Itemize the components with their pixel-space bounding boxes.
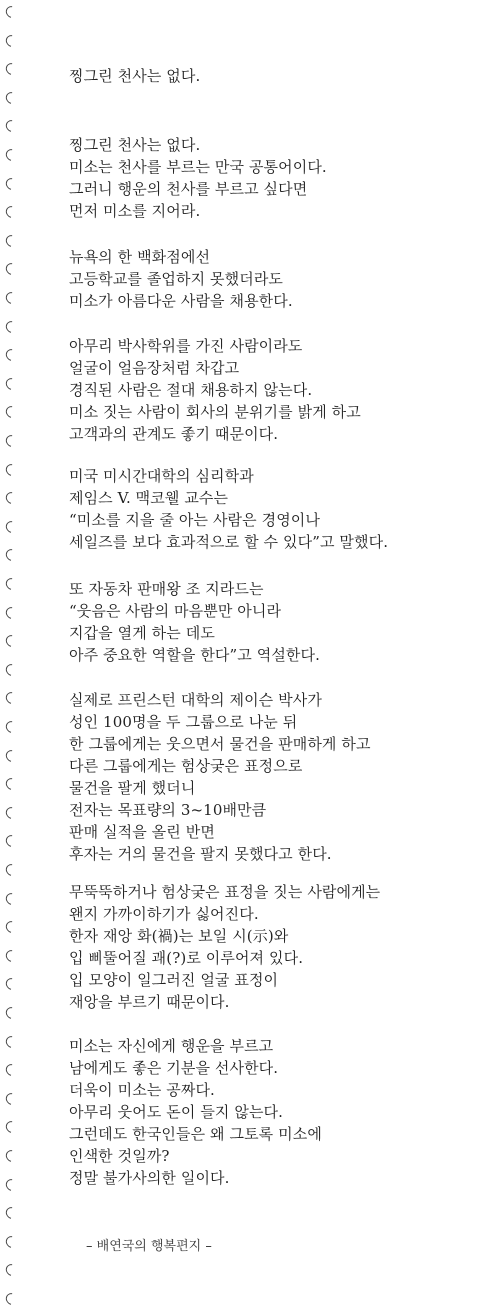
text-line: 얼굴이 얼음장처럼 차갑고 bbox=[69, 359, 240, 377]
text-line: 고등학교를 졸업하지 못했더라도 bbox=[69, 270, 283, 288]
ring-hole-icon bbox=[4, 776, 20, 792]
text-line: 후자는 거의 물건을 팔지 못했다고 한다. bbox=[69, 845, 332, 863]
ring-hole-icon bbox=[4, 1062, 20, 1078]
letter-signature: – 배연국의 행복편지 – bbox=[86, 1239, 212, 1254]
ring-hole-icon bbox=[4, 833, 20, 849]
ring-hole-icon bbox=[4, 347, 20, 363]
text-line: 아주 중요한 역할을 한다”고 역설한다. bbox=[69, 646, 320, 664]
text-line: 세일즈를 보다 효과적으로 할 수 있다”고 말했다. bbox=[69, 533, 389, 551]
text-line: 또 자동차 판매왕 조 지라드는 bbox=[69, 580, 264, 598]
text-line: 지갑을 열게 하는 데도 bbox=[69, 624, 215, 642]
ring-hole-icon bbox=[4, 204, 20, 220]
ring-hole-icon bbox=[4, 61, 20, 77]
ring-hole-icon bbox=[4, 919, 20, 935]
ring-hole-icon bbox=[4, 719, 20, 735]
text-line: 성인 100명을 두 그룹으로 나눈 뒤 bbox=[69, 713, 298, 731]
ring-hole-icon bbox=[4, 147, 20, 163]
ring-hole-icon bbox=[4, 605, 20, 621]
text-line: 뉴욕의 한 백화점에선 bbox=[69, 248, 211, 266]
ring-hole-icon bbox=[4, 176, 20, 192]
text-line: 판매 실적을 올린 반면 bbox=[69, 823, 215, 841]
ring-hole-icon bbox=[4, 1091, 20, 1107]
text-line: 고객과의 관계도 좋기 때문이다. bbox=[69, 425, 279, 443]
text-line: 더욱이 미소는 공짜다. bbox=[69, 1081, 215, 1099]
text-line: 입 모양이 일그러진 얼굴 표정이 bbox=[69, 971, 279, 989]
ring-hole-icon bbox=[4, 748, 20, 764]
ring-hole-icon bbox=[4, 90, 20, 106]
text-line: 아무리 박사학위를 가진 사람이라도 bbox=[69, 337, 303, 355]
ring-hole-icon bbox=[4, 547, 20, 563]
text-line: 미소 짓는 사람이 회사의 분위기를 밝게 하고 bbox=[69, 403, 361, 421]
ring-hole-icon bbox=[4, 1119, 20, 1135]
text-line: 먼저 미소를 지어라. bbox=[69, 202, 201, 220]
ring-hole-icon bbox=[4, 1148, 20, 1164]
ring-hole-icon bbox=[4, 290, 20, 306]
text-line: 한자 재앙 화(禍)는 보일 시(示)와 bbox=[69, 927, 289, 945]
text-line: 입 삐뚤어질 괘(?)로 이루어져 있다. bbox=[69, 949, 304, 967]
ring-hole-icon bbox=[4, 519, 20, 535]
text-line: 정말 불가사의한 일이다. bbox=[69, 1169, 230, 1187]
ring-hole-icon bbox=[4, 1205, 20, 1221]
text-line: 미소가 아름다운 사람을 채용한다. bbox=[69, 292, 293, 310]
text-line: 전자는 목표량의 3~10배만큼 bbox=[69, 801, 267, 819]
ring-hole-icon bbox=[4, 805, 20, 821]
ring-hole-icon bbox=[4, 891, 20, 907]
text-line: 경직된 사람은 절대 채용하지 않는다. bbox=[69, 381, 313, 399]
text-line: 물건을 팔게 했더니 bbox=[69, 779, 196, 797]
ring-hole-icon bbox=[4, 4, 20, 20]
ring-hole-icon bbox=[4, 662, 20, 678]
ring-hole-icon bbox=[4, 1291, 20, 1307]
text-line: 제임스 V. 맥코웰 교수는 bbox=[69, 489, 229, 507]
ring-hole-icon bbox=[4, 633, 20, 649]
text-line: 인색한 것일까? bbox=[69, 1147, 170, 1165]
text-line: 한 그룹에게는 웃으면서 물건을 판매하게 하고 bbox=[69, 735, 371, 753]
ring-hole-icon bbox=[4, 233, 20, 249]
text-line: 그러니 행운의 천사를 부르고 싶다면 bbox=[69, 180, 308, 198]
text-line: 찡그린 천사는 없다. bbox=[69, 136, 201, 154]
text-line: 미소는 자신에게 행운을 부르고 bbox=[69, 1037, 274, 1055]
ring-hole-icon bbox=[4, 33, 20, 49]
ring-hole-icon bbox=[4, 948, 20, 964]
text-line: “미소를 지을 줄 아는 사람은 경영이나 bbox=[69, 511, 320, 529]
text-line: 재앙을 부르기 때문이다. bbox=[69, 993, 230, 1011]
ring-hole-icon bbox=[4, 376, 20, 392]
ring-hole-icon bbox=[4, 462, 20, 478]
letter-title: 찡그린 천사는 없다. bbox=[69, 67, 201, 85]
ring-hole-icon bbox=[4, 1234, 20, 1250]
ring-hole-icon bbox=[4, 1034, 20, 1050]
text-line: 미국 미시간대학의 심리학과 bbox=[69, 467, 254, 485]
text-line: 무뚝뚝하거나 험상궂은 표정을 짓는 사람에게는 bbox=[69, 883, 381, 901]
text-line: 다른 그룹에게는 험상궂은 표정으로 bbox=[69, 757, 303, 775]
text-line: 실제로 프린스턴 대학의 제이슨 박사가 bbox=[69, 691, 322, 709]
ring-hole-icon bbox=[4, 976, 20, 992]
ring-hole-icon bbox=[4, 261, 20, 277]
text-line: 그런데도 한국인들은 왜 그토록 미소에 bbox=[69, 1125, 322, 1143]
ring-hole-icon bbox=[4, 862, 20, 878]
ring-hole-icon bbox=[4, 490, 20, 506]
notebook-ring-binding bbox=[0, 0, 26, 1300]
ring-hole-icon bbox=[4, 690, 20, 706]
ring-hole-icon bbox=[4, 1005, 20, 1021]
ring-hole-icon bbox=[4, 433, 20, 449]
ring-hole-icon bbox=[4, 576, 20, 592]
ring-hole-icon bbox=[4, 1262, 20, 1278]
text-line: 미소는 천사를 부르는 만국 공통어이다. bbox=[69, 158, 327, 176]
text-line: 남에게도 좋은 기분을 선사한다. bbox=[69, 1059, 279, 1077]
text-line: “웃음은 사람의 마음뿐만 아니라 bbox=[69, 602, 282, 620]
ring-hole-icon bbox=[4, 404, 20, 420]
ring-hole-icon bbox=[4, 118, 20, 134]
text-line: 아무리 웃어도 돈이 들지 않는다. bbox=[69, 1103, 284, 1121]
text-line: 왠지 가까이하기가 싫어진다. bbox=[69, 905, 259, 923]
ring-hole-icon bbox=[4, 319, 20, 335]
ring-hole-icon bbox=[4, 1177, 20, 1193]
